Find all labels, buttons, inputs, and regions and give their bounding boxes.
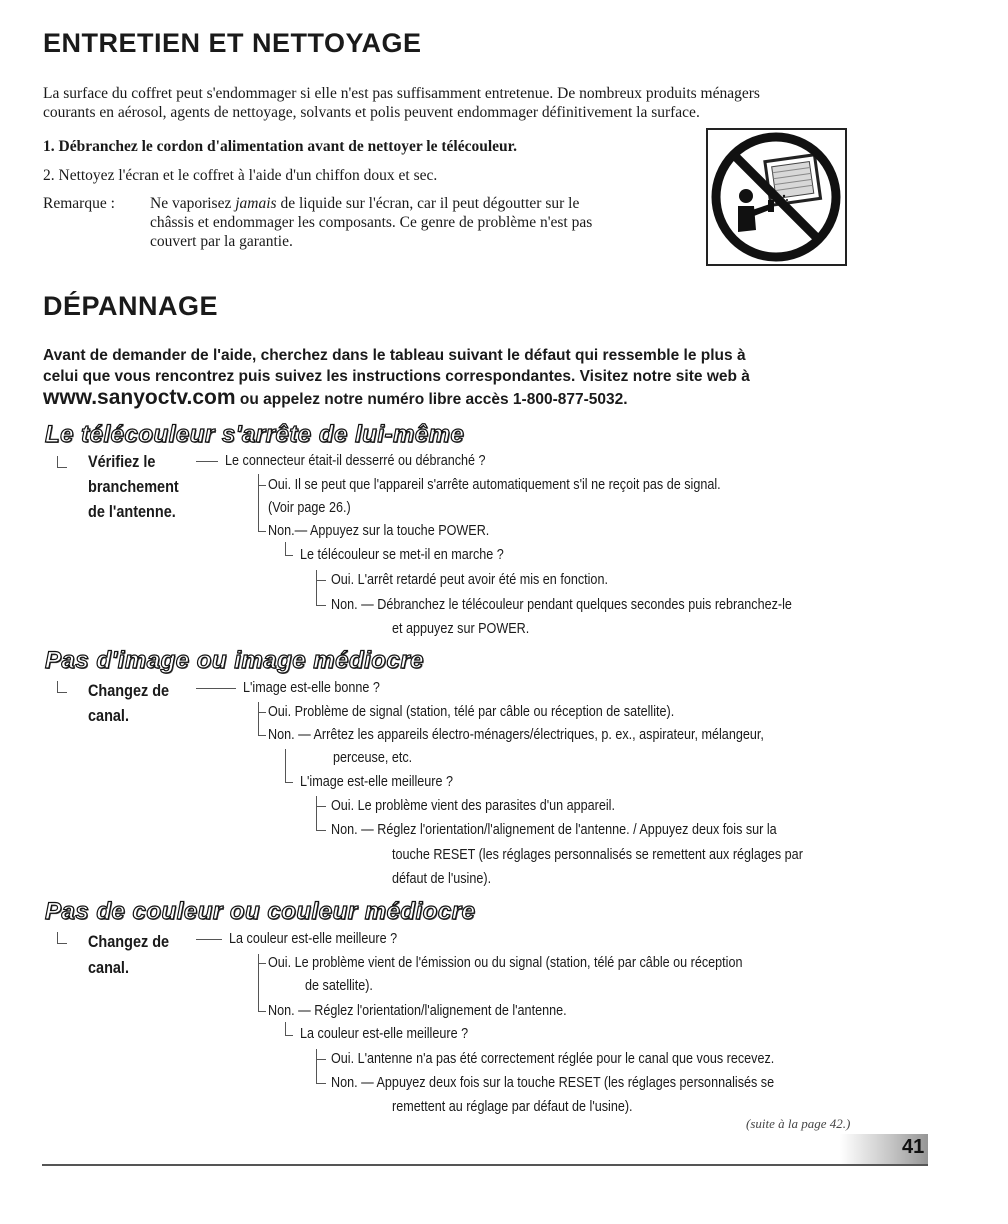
continued-note: (suite à la page 42.) [746, 1116, 851, 1131]
remark-line-3: couvert par la garantie. [150, 233, 293, 250]
lead-line-2: celui que vous rencontrez puis suivez les instructions correspondantes. Visitez notre site web à [43, 368, 750, 385]
p2-answer-no-2c: défaut de l'usine). [392, 870, 492, 887]
p1-answer-yes-1b: (Voir page 26.) [268, 499, 351, 516]
problem-title-no-color: Pas de couleur ou couleur médiocre [45, 898, 476, 925]
p3-answer-yes-2: Oui. L'antenne n'a pas été correctement réglée pour le canal que vous recevez. [331, 1050, 775, 1067]
lead-line-3: www.sanyoctv.com ou appelez notre numéro libre accès 1-800-877-5032. [43, 386, 628, 409]
p1-answer-no-2: Non. — Débranchez le télécouleur pendant quelques secondes puis rebranchez-le [331, 596, 792, 613]
intro-paragraph [43, 84, 923, 122]
p2-question-1: L'image est-elle bonne ? [243, 679, 380, 696]
remark-label: Remarque : [43, 195, 115, 212]
intro-line-2: courants en aérosol, agents de nettoyage, solvants et polis peuvent endommager définitivement la surface. [43, 104, 700, 121]
section-title-maintenance: ENTRETIEN ET NETTOYAGE [43, 28, 422, 58]
remark-line-2: châssis et endommager les composants. Ce genre de problème n'est pas [150, 214, 593, 231]
p2-answer-no-1b: perceuse, etc. [333, 749, 413, 766]
action-change-channel-3: Changez de [88, 932, 170, 951]
footer-rule [42, 1164, 928, 1166]
remark-line-1: Ne vaporisez jamais de liquide sur l'écran, car il peut dégoutter sur le [150, 195, 580, 212]
p3-answer-no-1: Non. — Réglez l'orientation/l'alignement de l'antenne. [268, 1002, 567, 1019]
p1-question-2: Le télécouleur se met-il en marche ? [300, 546, 504, 563]
p3-answer-no-2b: remettent au réglage par défaut de l'usine). [392, 1098, 633, 1115]
no-spray-illustration [706, 128, 847, 266]
p2-answer-no-2: Non. — Réglez l'orientation/l'alignement de l'antenne. / Appuyez deux fois sur la [331, 821, 777, 838]
action-check-antenna-1: Vérifiez le [88, 452, 156, 471]
p3-answer-yes-1b: de satellite). [305, 977, 373, 994]
intro-line-1: La surface du coffret peut s'endommager si elle n'est pas suffisamment entretenue. De nombreux produits ménagers [43, 85, 760, 102]
problem-title-no-picture: Pas d'image ou image médiocre [45, 647, 424, 674]
p1-answer-no-2b: et appuyez sur POWER. [392, 620, 530, 637]
step-2: 2. Nettoyez l'écran et le coffret à l'aide d'un chiffon doux et sec. [43, 167, 438, 184]
action-change-channel-1: Changez de [88, 681, 170, 700]
p3-answer-no-2: Non. — Appuyez deux fois sur la touche RESET (les réglages personnalisés se [331, 1074, 775, 1091]
section-title-troubleshooting: DÉPANNAGE [43, 291, 219, 321]
p1-answer-yes-1: Oui. Il se peut que l'appareil s'arrête automatiquement s'il ne reçoit pas de signal. [268, 476, 721, 493]
action-check-antenna-3: de l'antenne. [88, 502, 176, 521]
p3-answer-yes-1: Oui. Le problème vient de l'émission ou du signal (station, télé par câble ou réception [268, 954, 743, 971]
p2-answer-yes-2: Oui. Le problème vient des parasites d'un appareil. [331, 797, 615, 814]
troubleshooting-intro [43, 345, 943, 410]
action-change-channel-2: canal. [88, 706, 129, 725]
action-change-channel-4: canal. [88, 958, 129, 977]
remark-text [150, 194, 690, 251]
website-link[interactable]: www.sanyoctv.com [43, 386, 236, 409]
p3-question-2: La couleur est-elle meilleure ? [300, 1025, 469, 1042]
action-check-antenna-2: branchement [88, 477, 179, 496]
page-number: 41 [902, 1136, 925, 1158]
p2-answer-no-2b: touche RESET (les réglages personnalisés se remettent aux réglages par [392, 846, 803, 863]
p2-answer-no-1: Non. — Arrêtez les appareils électro-ménagers/électriques, p. ex., aspirateur, mélangeur, [268, 726, 764, 743]
p1-question-1: Le connecteur était-il desserré ou débranché ? [225, 452, 486, 469]
no-spray-icon [708, 130, 845, 264]
p2-answer-yes-1: Oui. Problème de signal (station, télé par câble ou réception de satellite). [268, 703, 675, 720]
p2-question-2: L'image est-elle meilleure ? [300, 773, 453, 790]
problem-title-tv-shuts-off: Le télécouleur s'arrête de lui-même [45, 421, 465, 448]
step-1: 1. Débranchez le cordon d'alimentation avant de nettoyer le télécouleur. [43, 138, 517, 155]
p1-answer-yes-2: Oui. L'arrêt retardé peut avoir été mis en fonction. [331, 571, 608, 588]
lead-line-1: Avant de demander de l'aide, cherchez dans le tableau suivant le défaut qui ressemble le plus à [43, 347, 746, 364]
p3-question-1: La couleur est-elle meilleure ? [229, 930, 398, 947]
p1-answer-no-1: Non.— Appuyez sur la touche POWER. [268, 522, 490, 539]
